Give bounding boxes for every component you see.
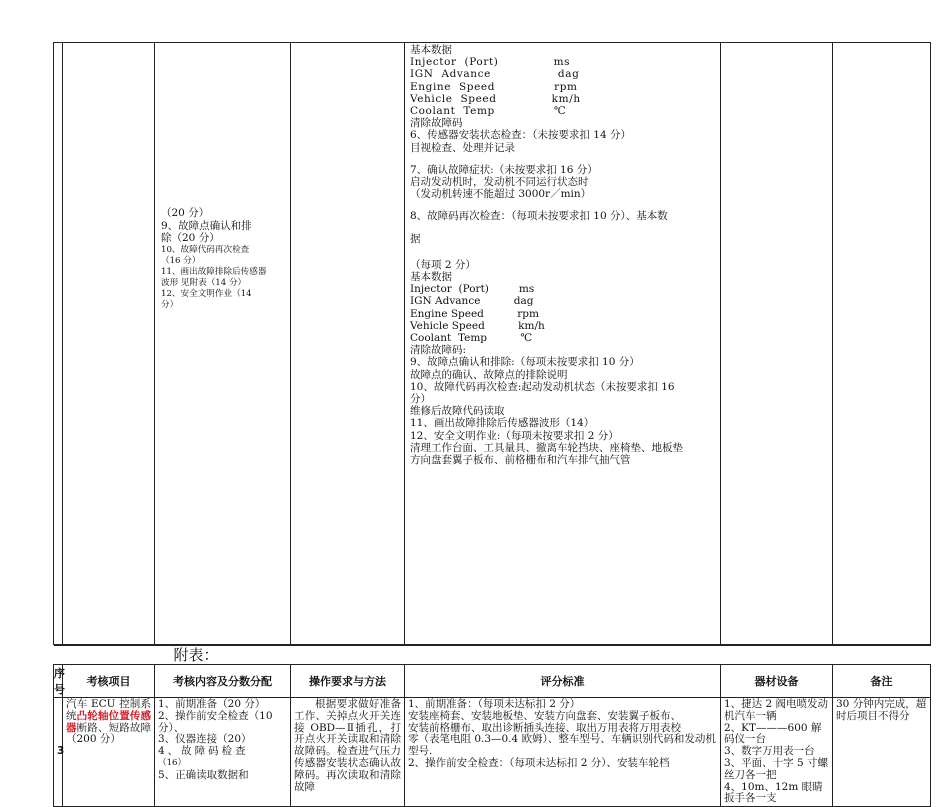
header-content: 考核内容及分数分配 bbox=[155, 665, 291, 698]
standard-line: 安装前格栅布、取出诊断插头连接、取出万用表将万用表校 bbox=[408, 721, 681, 734]
row-standard bbox=[405, 698, 721, 807]
standard-line: Vehicle Speed km/h bbox=[410, 92, 581, 105]
content-line: 5、正确读取数据和 bbox=[158, 768, 249, 781]
standard-line: IGN Advance dag bbox=[410, 68, 580, 81]
row-note: 30 分钟内完成，超时后项目不得分 bbox=[833, 698, 931, 807]
standard-line: IGN Advance dag bbox=[410, 295, 534, 308]
standard-line: 清除故障码 bbox=[410, 117, 463, 130]
row-content bbox=[155, 698, 291, 807]
standard-line: 据 bbox=[410, 232, 421, 245]
standard-line: Vehicle Speed km/h bbox=[410, 319, 545, 332]
standard-line: 清除故障码: bbox=[410, 344, 467, 357]
standard-line: 2、操作前安全检查：（每项未达标扣 2 分）、安装车轮档 bbox=[408, 756, 670, 769]
standard-line: Engine Speed rpm bbox=[410, 307, 539, 320]
standard-line: 维修后故障代码读取 bbox=[410, 405, 505, 418]
content-line: 4、故障码检查 bbox=[158, 745, 249, 758]
content-line: 11、画出故障排除后传感器 bbox=[161, 266, 267, 277]
document-page bbox=[53, 42, 930, 805]
content-cell bbox=[155, 43, 291, 645]
standard-line: Injector (Port) ms bbox=[410, 56, 571, 69]
header-standard: 评分标准 bbox=[405, 665, 721, 698]
content-line: 波形 见附表（14 分） bbox=[161, 277, 247, 288]
content-line: 12、安全文明作业（14 bbox=[161, 288, 252, 299]
content-line: 1、前期准备（20 分） bbox=[158, 698, 266, 710]
equipment-line: 3、数字万用表一台 3、平面、十字 5 寸螺丝刀各一把 bbox=[724, 745, 829, 781]
item-text: 断路、短路故障（200 分） bbox=[66, 721, 152, 746]
appendix-title: 附表： bbox=[54, 646, 931, 665]
content-line: （16） bbox=[158, 757, 187, 768]
header-note: 备注 bbox=[833, 665, 931, 698]
content-line: 2、操作前安全检查（10 分）、 bbox=[158, 709, 273, 734]
equipment-line: 1、捷达 2 阀电喷发动机汽车一辆 bbox=[724, 698, 829, 722]
content-line: 10、故障代码再次检查 bbox=[161, 244, 250, 255]
standard-line: 7、确认故障症状:（未按要求扣 16 分） bbox=[410, 163, 598, 176]
standard-line: 8、故障码再次检查：（每项未按要求扣 10 分）、基本数 bbox=[410, 210, 668, 223]
row-equipment bbox=[721, 698, 833, 807]
standard-line: （每项 2 分） bbox=[410, 258, 476, 271]
standard-line: Injector (Port) ms bbox=[410, 283, 535, 296]
standard-line: 安装座椅套、安装地板垫、安装方向盘套、安装翼子板布、 bbox=[408, 709, 681, 722]
content-line: 9、故障点确认和排 bbox=[161, 219, 252, 232]
standard-line: （发动机转速不能超过 3000r／min） bbox=[410, 188, 592, 201]
content-line: （20 分） bbox=[161, 207, 210, 219]
standard-line: 零（表笔电阻 0.3—0.4 欧姆）、整车型号、车辆识别代码和发动机型号. bbox=[408, 733, 716, 758]
content-line: 3、仪器连接（20） bbox=[158, 733, 252, 746]
header-equipment: 器材设备 bbox=[721, 665, 833, 698]
content-line: 分） bbox=[161, 299, 179, 310]
standard-line: 基本数据 bbox=[410, 44, 452, 56]
row-seq: 3 bbox=[54, 698, 63, 807]
seq-cell bbox=[54, 43, 63, 645]
standard-line: 方向盘套翼子板布、前格栅布和汽车排气抽气管 bbox=[410, 454, 631, 467]
top-table bbox=[53, 42, 931, 645]
row-method: 根据要求做好准备工作、关掉点火开关连接 OBD—Ⅱ插孔，打开点火开关读取和清除故障码。检查进气压力传感器安装状态确认故障码。再次读取和清除故障 bbox=[291, 698, 405, 807]
standard-line: Coolant Temp ℃ bbox=[410, 105, 567, 118]
standard-line: 基本数据 bbox=[410, 271, 452, 284]
standard-line: 目视检查、处理并记录 bbox=[410, 141, 515, 154]
equipment-cell bbox=[721, 43, 833, 645]
standard-line: 6、传感器安装状态检查：（未按要求扣 14 分） bbox=[410, 129, 631, 142]
standard-line: 9、故障点确认和排除:（每项未按要求扣 10 分） bbox=[410, 356, 640, 369]
note-cell bbox=[833, 43, 931, 645]
item-text: 汽车 ECU 控制系统 bbox=[66, 698, 151, 722]
equipment-line: 2、KT———600 解码仪一台 bbox=[724, 721, 822, 746]
header-item: 考核项目 bbox=[63, 665, 155, 698]
method-cell bbox=[291, 43, 405, 645]
row-item bbox=[63, 698, 155, 807]
standard-line: 分） bbox=[410, 393, 431, 406]
content-line: 除（20 分） bbox=[161, 232, 220, 244]
standard-cell bbox=[405, 43, 721, 645]
header-seq: 序号 bbox=[54, 665, 63, 698]
standard-line: Engine Speed rpm bbox=[410, 80, 578, 93]
content-line: （16 分） bbox=[161, 255, 201, 266]
item-highlight: 凸轮轴位置传感器 bbox=[66, 709, 152, 734]
standard-line: 启动发动机时，发动机不同运行状态时 bbox=[410, 176, 589, 189]
standard-line: 12、安全文明作业:（每项未按要求扣 2 分） bbox=[410, 429, 619, 442]
appendix-table bbox=[53, 645, 931, 807]
standard-line: 11、画出故障排除后传感器波形（14） bbox=[410, 417, 595, 430]
item-cell bbox=[63, 43, 155, 645]
equipment-line: 4、10m、12m 眼睛扳手各一支 bbox=[724, 780, 823, 805]
standard-line: 清理工作台面、工具量具、撤离车轮挡块、座椅垫、地板垫 bbox=[410, 441, 683, 454]
standard-line: 1、前期准备：（每项未达标扣 2 分） bbox=[408, 698, 581, 710]
standard-line: 故障点的确认、故障点的排除说明 bbox=[410, 368, 568, 381]
standard-line: Coolant Temp ℃ bbox=[410, 332, 533, 345]
header-method: 操作要求与方法 bbox=[291, 665, 405, 698]
standard-line: 10、故障代码再次检查:起动发动机状态（未按要求扣 16 bbox=[410, 380, 675, 393]
table-row bbox=[54, 698, 931, 807]
